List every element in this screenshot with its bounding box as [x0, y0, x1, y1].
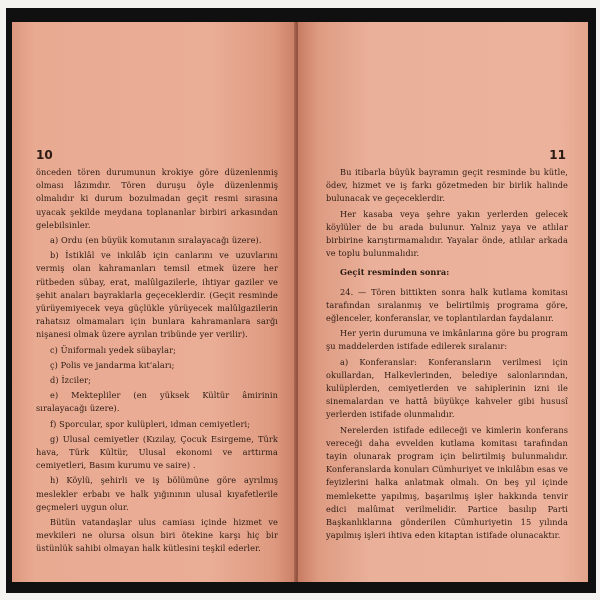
paragraph: Her yerin durumuna ve imkânlarına göre bu program şu maddelerden istifade edilerek sıralanır:	[326, 328, 568, 352]
paragraph: 24. — Tören bittikten sonra halk kutlama komitası tarafından sıralanmış ve belirtilmiş programa göre, eğlenceler, konferanslar, ve toplantılardan faydalanır.	[326, 286, 568, 324]
page-text	[326, 166, 568, 542]
page-number: 10	[36, 148, 53, 162]
paragraph: a) Ordu (en büyük komutanın sıralayacağı üzere).	[50, 235, 262, 246]
paragraph: c) Üniformalı yedek sübaylar;	[50, 344, 176, 355]
paragraph: önceden tören durumunun krokiye göre düzenlenmiş olması lâzımdır. Tören duruşu öyle düzenlenmiş olmalıdır ki durum bozulmadan geçit resmi sırasına uyacak şekilde meydana toplananlar birbiri arkasından gelebilsinler.	[36, 167, 278, 230]
paragraph: b) İstiklâl ve inkılâb için canlarını ve uzuvlarını vermiş olan kahramanları temsil etmek üzere her rütbeden sübay, erat, malûlgazilerle, ihtiyar gaziler ve şehit anaları bayraklarla geçeceklerdir. (Geçit resminde yürüyemiyecek veya güçlükle yürüyecek malûlgazilerin rahatsız olmamaları için bunlara kahramanlara sarğı nişanesi olmak üzere ayrılan tribünde yer verilir).	[36, 250, 278, 340]
paragraph: Bütün vatandaşlar ulus camiası içinde hizmet ve mevkileri ne olursa olsun biri ötekine karşı hiç bir üstünlük sahibi olmayan halk kütlesini teşkil ederler.	[36, 517, 278, 554]
paragraph: a) Konferanslar: Konferansların verilmesi için okullardan, Halkevlerinden, belediye salonlarından, kulüplerden, cemiyetlerden ve sahiplerinin izni ile sinemalardan ve hattâ büyükçe kahveler gibi hususî yerlerden istifade olunmalıdır.	[326, 356, 568, 420]
paragraph: Her kasaba veya şehre yakın yerlerden gelecek köylüler de bu arada bulunur. Yalnız yaya ve atlılar birbirine karıştırmamalıdır. Yayalar önde, atlılar arkada ve toplu bulunmalıdır.	[326, 208, 568, 259]
paragraph: d) İzciler;	[50, 375, 92, 386]
section-heading: Geçit resminden sonra:	[340, 267, 450, 278]
right-page	[298, 22, 588, 582]
paragraph: e) Mektepliler (en yüksek Kültür âmirinin sıralayacağı üzere).	[36, 390, 278, 414]
paragraph: g) Ulusal cemiyetler (Kızılay, Çocuk Esirgeme, Türk hava, Türk Kültür, Ulusal ekonomi ve arttırma cemiyetleri, Basım kurumu ve saire) .	[36, 433, 278, 471]
paragraph: Bu itibarla büyük bayramın geçit resminde bu kütle, ödev, hizmet ve iş farkı gözetmeden bir birlik halinde bulunacak ve geçeceklerdir.	[326, 167, 568, 204]
paragraph: f) Sporcular, spor kulüpleri, idman cemiyetleri;	[50, 418, 251, 429]
paragraph: h) Köylü, şehirli ve iş bölümüne göre ayrılmış meslekler erbabı ve halk yığınının ulusal kıyafetlerile geçmeleri uygun olur.	[36, 475, 278, 512]
page-text	[36, 166, 278, 556]
paragraph: ç) Polis ve jandarma kıt'aları;	[50, 359, 175, 370]
open-book	[6, 8, 596, 593]
left-page	[12, 22, 296, 582]
page-number: 11	[549, 148, 566, 162]
paragraph: Nerelerden istifade edileceği ve kimlerin konferans vereceği daha evvelden kutlama komitası tarafından tayin olunarak program için belirtilmiş bulunmalıdır. Konferanslarda konuları Cümhuriyet ve inkılâbın esas ve feyizlerini halka anlatmak olmalı. On beş yıl içinde memlekette yapılmış, başarılmış işler hakkında tenvir edici malûmat verilmelidir. Partice basılıp Parti Başkanlıklarına gönderilen Cümhuriyetin 15 yılında yapılmış işleri ihtiva eden kitaptan istifade olunacaktır.	[326, 424, 568, 541]
